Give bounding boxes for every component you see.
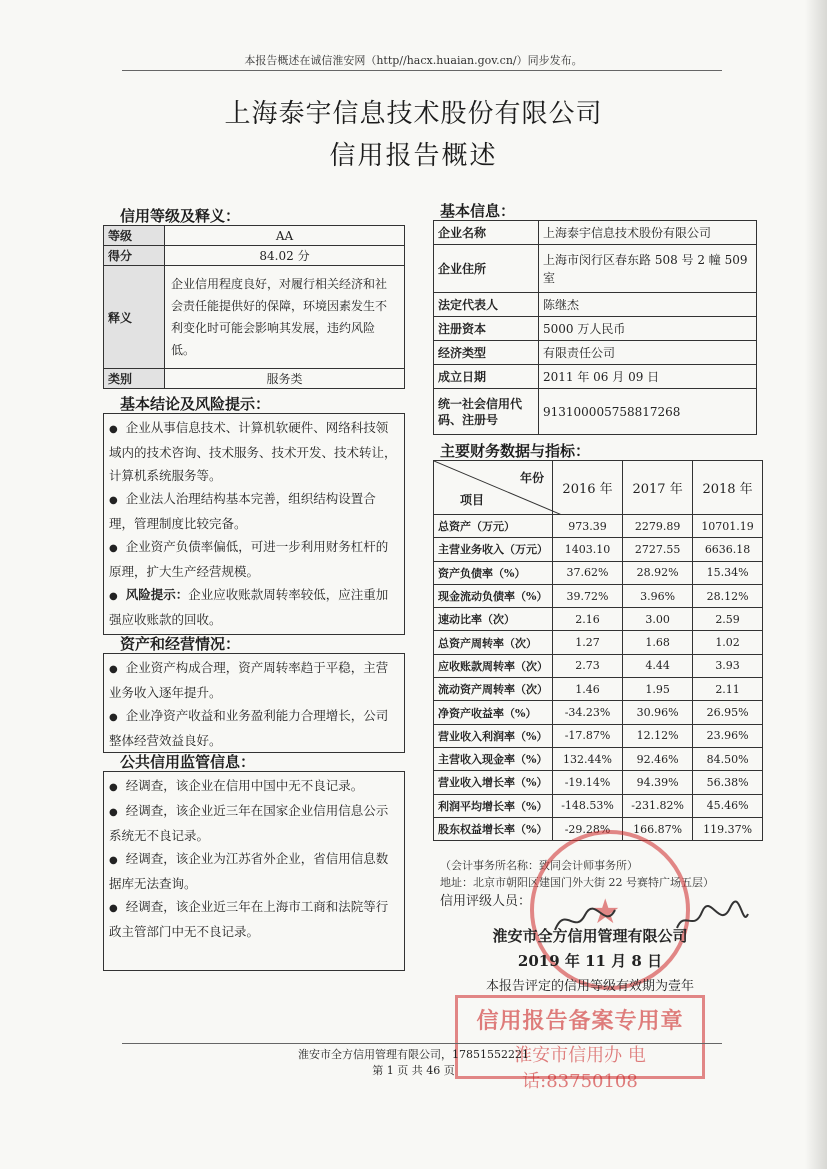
financials-cell: 94.39% <box>623 771 693 794</box>
info-value: 上海泰宇信息技术股份有限公司 <box>539 221 757 245</box>
conclusion-item: ● 企业法人治理结构基本完善，组织结构设置合理，管理制度比较完备。 <box>109 491 376 531</box>
info-label: 成立日期 <box>434 365 539 389</box>
financials-cell: -17.87% <box>553 724 623 747</box>
filing-stamp-subtitle: 淮安市信用办 电话:83750108 <box>514 1045 646 1092</box>
publish-notice: 本报告概述在诚信淮安网（http//hacx.huaian.gov.cn/）同步发布。 <box>244 54 583 67</box>
financials-row-label: 营业收入利润率（%） <box>434 724 553 747</box>
financials-row <box>434 631 763 654</box>
financials-header-row <box>434 461 763 515</box>
financials-cell: 3.93 <box>693 654 763 677</box>
financials-cell: 84.50% <box>693 747 763 770</box>
assets-box <box>103 653 405 753</box>
financials-cell: 1.46 <box>553 678 623 701</box>
conclusion-item: ● 企业资产负债率偏低，可进一步利用财务杠杆的原理，扩大生产经营规模。 <box>109 539 389 579</box>
financials-row-label: 股东权益增长率（%） <box>434 817 553 840</box>
year-header: 2018 年 <box>693 461 763 515</box>
financials-cell: 23.96% <box>693 724 763 747</box>
assets-item: ● 企业资产构成合理，资产周转率趋于平稳，主营业务收入逐年提升。 <box>109 660 389 700</box>
financials-cell: -231.82% <box>623 794 693 817</box>
definition-value: 企业信用程度良好，对履行相关经济和社会责任能提供好的保障，环境因素发生不利变化时可能会影响其发展，违约风险低。 <box>165 266 405 369</box>
category-row <box>104 369 405 389</box>
financials-cell: 2.73 <box>553 654 623 677</box>
category-value: 服务类 <box>165 369 405 389</box>
financials-cell: 1.68 <box>623 631 693 654</box>
accounting-firm: （会计事务所名称：致同会计师事务所） <box>440 859 638 872</box>
definition-row <box>104 266 405 369</box>
credit-grade-table <box>103 225 405 389</box>
info-row <box>434 341 757 365</box>
header-divider <box>122 70 722 71</box>
financials-cell: 973.39 <box>553 515 623 538</box>
financials-row <box>434 747 763 770</box>
info-row <box>434 365 757 389</box>
financials-cell: -34.23% <box>553 701 623 724</box>
risk-item: ● 风险提示：企业应收账款周转率较低，应注重加强应收账款的回收。 <box>109 587 389 627</box>
financials-cell: 30.96% <box>623 701 693 724</box>
info-row <box>434 317 757 341</box>
page-number: 第 1 页 共 46 页 <box>372 1064 455 1077</box>
financials-row-label: 流动资产周转率（次） <box>434 678 553 701</box>
financials-cell: 92.46% <box>623 747 693 770</box>
financials-cell: 1.95 <box>623 678 693 701</box>
financials-row <box>434 561 763 584</box>
info-value: 陈继杰 <box>539 293 757 317</box>
financials-corner-cell <box>434 461 553 515</box>
report-title: 信用报告概述 <box>329 141 498 171</box>
conclusions-heading: 基本结论及风险提示： <box>120 395 271 413</box>
rater-label: 信用评级人员： <box>440 894 532 909</box>
info-label: 法定代表人 <box>434 293 539 317</box>
financials-cell: 119.37% <box>693 817 763 840</box>
grade-label: 等级 <box>104 226 165 246</box>
financials-row <box>434 654 763 677</box>
financials-table <box>433 460 763 841</box>
financials-cell: -19.14% <box>553 771 623 794</box>
assets-item: ● 企业净资产收益和业务盈利能力合理增长，公司整体经营效益良好。 <box>109 708 389 748</box>
financials-cell: 39.72% <box>553 584 623 607</box>
financials-row-label: 速动比率（次） <box>434 608 553 631</box>
financials-cell: 12.12% <box>623 724 693 747</box>
issuer-organization: 淮安市全方信用管理有限公司 <box>492 927 688 945</box>
item-header-label: 项目 <box>460 493 485 507</box>
financials-row <box>434 678 763 701</box>
year-header-label: 年份 <box>519 471 544 485</box>
financials-row <box>434 794 763 817</box>
financials-cell: 2727.55 <box>623 538 693 561</box>
conclusion-item: ● 企业从事信息技术、计算机软硬件、网络科技领域内的技术咨询、技术服务、技术开发、技术转让，计算机系统服务等。 <box>109 420 397 483</box>
info-label: 企业住所 <box>434 245 539 293</box>
financials-cell: 28.12% <box>693 584 763 607</box>
regulation-heading: 公共信用监管信息： <box>120 753 256 771</box>
basic-info-table <box>433 220 757 435</box>
score-value: 84.02 分 <box>165 246 405 266</box>
regulation-item: ● 经调查，该企业在信用中国中无不良记录。 <box>109 778 364 793</box>
financials-row-label: 主营业务收入（万元） <box>434 538 553 561</box>
financials-row-label: 应收账款周转率（次） <box>434 654 553 677</box>
info-value: 上海市闵行区春东路 508 号 2 幢 509 室 <box>539 245 757 293</box>
seal-star-icon: ★ <box>590 892 621 932</box>
financials-cell: 3.00 <box>623 608 693 631</box>
financials-row-label: 资产负债率（%） <box>434 561 553 584</box>
validity-note: 本报告评定的信用等级有效期为壹年 <box>485 979 694 994</box>
financials-cell: 28.92% <box>623 561 693 584</box>
financials-row <box>434 724 763 747</box>
regulation-item: ● 经调查，该企业近三年在上海市工商和法院等行政主管部门中无不良记录。 <box>109 899 389 939</box>
financials-cell: 26.95% <box>693 701 763 724</box>
footer-company: 淮安市全方信用管理有限公司，17851552221 <box>298 1048 529 1061</box>
financials-cell: 1.27 <box>553 631 623 654</box>
financials-cell: 3.96% <box>623 584 693 607</box>
conclusions-box <box>103 413 405 635</box>
info-row <box>434 221 757 245</box>
financials-cell: 10701.19 <box>693 515 763 538</box>
info-value: 913100005758817268 <box>539 389 757 435</box>
regulation-box <box>103 771 405 971</box>
footer-divider <box>122 1043 722 1044</box>
grade-row <box>104 226 405 246</box>
financials-row <box>434 515 763 538</box>
financials-row <box>434 701 763 724</box>
financials-row <box>434 608 763 631</box>
financials-cell: 2.16 <box>553 608 623 631</box>
financials-cell: 6636.18 <box>693 538 763 561</box>
financials-cell: -29.28% <box>553 817 623 840</box>
assets-heading: 资产和经营情况： <box>120 635 241 653</box>
info-row <box>434 389 757 435</box>
financials-row-label: 总资产周转率（次） <box>434 631 553 654</box>
financials-row-label: 总资产（万元） <box>434 515 553 538</box>
info-row <box>434 245 757 293</box>
financials-cell: 2279.89 <box>623 515 693 538</box>
year-header: 2017 年 <box>623 461 693 515</box>
category-label: 类别 <box>104 369 165 389</box>
financials-cell: 45.46% <box>693 794 763 817</box>
financials-cell: 56.38% <box>693 771 763 794</box>
financials-cell: 1403.10 <box>553 538 623 561</box>
filing-stamp-title: 信用报告备案专用章 <box>476 1008 684 1034</box>
info-label: 企业名称 <box>434 221 539 245</box>
financials-body <box>434 515 763 841</box>
financials-cell: 37.62% <box>553 561 623 584</box>
financials-row-label: 营业收入增长率（%） <box>434 771 553 794</box>
regulation-item: ● 经调查，该企业近三年在国家企业信用信息公示系统无不良记录。 <box>109 803 389 843</box>
financials-row <box>434 538 763 561</box>
accounting-firm-address: 地址：北京市朝阳区建国门外大街 22 号赛特广场五层） <box>440 876 714 889</box>
definition-label: 释义 <box>104 266 165 369</box>
financials-row-label: 主营收入现金率（%） <box>434 747 553 770</box>
issue-date: 2019 年 11 月 8 日 <box>517 952 663 970</box>
company-title: 上海泰宇信息技术股份有限公司 <box>224 99 603 129</box>
financials-cell: 2.59 <box>693 608 763 631</box>
financials-row-label: 利润平均增长率（%） <box>434 794 553 817</box>
financials-row-label: 现金流动负债率（%） <box>434 584 553 607</box>
year-header: 2016 年 <box>553 461 623 515</box>
info-label: 注册资本 <box>434 317 539 341</box>
score-label: 得分 <box>104 246 165 266</box>
basic-info-heading: 基本信息： <box>440 202 516 220</box>
info-value: 5000 万人民币 <box>539 317 757 341</box>
financials-cell: 2.11 <box>693 678 763 701</box>
financials-cell: -148.53% <box>553 794 623 817</box>
info-label: 统一社会信用代码、注册号 <box>434 389 539 435</box>
financials-cell: 1.02 <box>693 631 763 654</box>
financials-cell: 15.34% <box>693 561 763 584</box>
financials-heading: 主要财务数据与指标： <box>440 442 591 460</box>
financials-row <box>434 771 763 794</box>
financials-row-label: 净资产收益率（%） <box>434 701 553 724</box>
financials-cell: 4.44 <box>623 654 693 677</box>
info-row <box>434 293 757 317</box>
financials-cell: 166.87% <box>623 817 693 840</box>
score-row <box>104 246 405 266</box>
grade-value: AA <box>165 226 405 246</box>
financials-row <box>434 584 763 607</box>
regulation-item: ● 经调查，该企业为江苏省外企业，省信用信息数据库无法查询。 <box>109 851 389 891</box>
info-value: 2011 年 06 月 09 日 <box>539 365 757 389</box>
info-label: 经济类型 <box>434 341 539 365</box>
info-value: 有限责任公司 <box>539 341 757 365</box>
financials-cell: 132.44% <box>553 747 623 770</box>
credit-grade-heading: 信用等级及释义： <box>120 207 241 225</box>
page-edge-shadow <box>805 0 827 1169</box>
